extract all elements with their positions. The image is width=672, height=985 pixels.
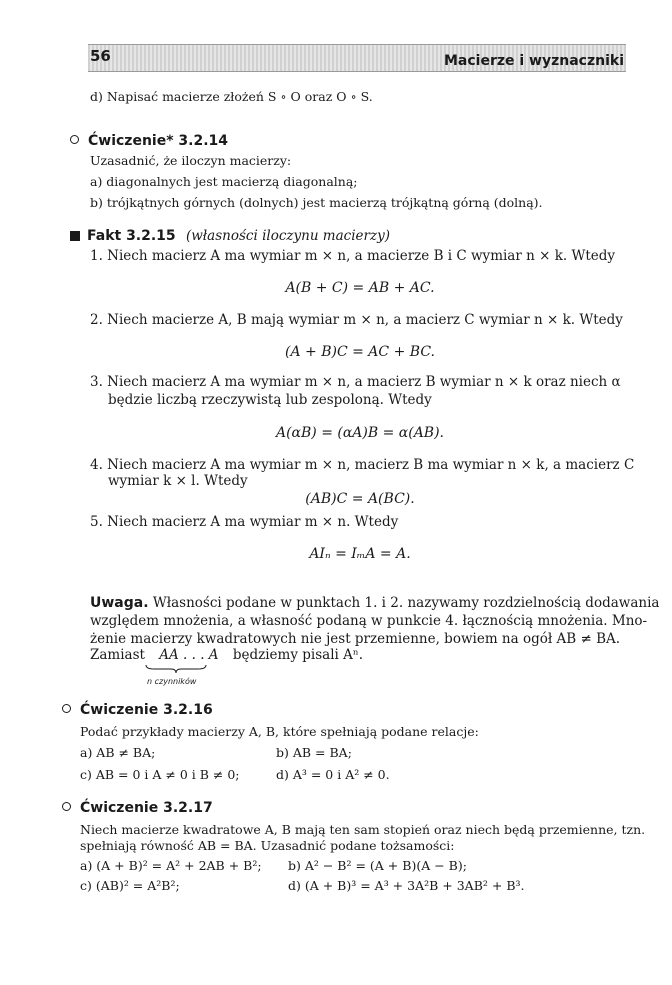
underbrace-expression: AA . . . A bbox=[159, 647, 219, 663]
exercise-3-2-17-heading bbox=[62, 799, 213, 817]
exercise-intro-line2: spełniają równość AB = BA. Uzasadnić podane tożsamości: bbox=[80, 838, 455, 853]
exercise-item-c: c) AB = 0 i A ≠ 0 i B ≠ 0; bbox=[80, 767, 240, 782]
exercise-item-d: d) Napisać macierze złożeń S ∘ O oraz O ∘ S. bbox=[90, 89, 373, 104]
exercise-title: Ćwiczenie 3.2.16 bbox=[80, 702, 213, 718]
fact-point-1: 1. Niech macierz A ma wymiar m × n, a macierze B i C wymiar n × k. Wtedy bbox=[90, 248, 616, 264]
exercise-marker-icon bbox=[62, 704, 71, 713]
exercise-item-c: c) (AB)² = A²B²; bbox=[80, 878, 180, 893]
remark-label: Uwaga. bbox=[90, 595, 149, 611]
remark-text-1: Własności podane w punktach 1. i 2. nazywamy rozdzielnością dodawania bbox=[152, 595, 660, 611]
underbrace-icon bbox=[144, 664, 208, 674]
formula-4: (AB)C = A(BC). bbox=[305, 491, 415, 507]
underbrace-label: n czynników bbox=[147, 677, 197, 686]
exercise-item-b: b) trójkątnych górnych (dolnych) jest macierzą trójkątną górną (dolną). bbox=[90, 195, 543, 210]
exercise-item-a: a) AB ≠ BA; bbox=[80, 745, 156, 760]
chapter-title: Macierze i wyznaczniki bbox=[443, 53, 624, 69]
fact-point-3-line1: 3. Niech macierz A ma wymiar m × n, a macierz B wymiar n × k oraz niech α bbox=[90, 374, 621, 390]
page-number: 56 bbox=[90, 47, 111, 65]
remark-text-4a: Zamiast bbox=[90, 647, 145, 663]
remark-line-4 bbox=[90, 646, 363, 664]
remark-line-2: względem mnożenia, a własność podaną w punkcie 4. łącznością mnożenia. Mno- bbox=[90, 613, 648, 629]
formula-2: (A + B)C = AC + BC. bbox=[285, 344, 435, 360]
exercise-title: Ćwiczenie 3.2.17 bbox=[80, 800, 213, 816]
exercise-intro-line1: Niech macierze kwadratowe A, B mają ten sam stopień oraz niech będą przemienne, tzn. bbox=[80, 822, 646, 837]
exercise-item-a: a) diagonalnych jest macierzą diagonalną; bbox=[90, 174, 358, 189]
fact-3-2-15-heading bbox=[70, 227, 390, 245]
remark-line-1 bbox=[90, 594, 659, 612]
exercise-item-b: b) AB = BA; bbox=[276, 745, 352, 760]
exercise-item-d: d) A³ = 0 i A² ≠ 0. bbox=[276, 767, 390, 782]
fact-marker-icon bbox=[70, 231, 80, 241]
exercise-intro: Podać przykłady macierzy A, B, które spełniają podane relacje: bbox=[80, 724, 479, 739]
fact-point-4-line2: wymiar k × l. Wtedy bbox=[108, 473, 248, 489]
exercise-intro: Uzasadnić, że iloczyn macierzy: bbox=[90, 153, 292, 168]
exercise-title: Ćwiczenie* 3.2.14 bbox=[88, 133, 229, 149]
exercise-marker-icon bbox=[70, 135, 79, 144]
fact-point-3-line2: będzie liczbą rzeczywistą lub zespoloną. Wtedy bbox=[108, 392, 432, 408]
exercise-3-2-16-heading bbox=[62, 701, 213, 719]
exercise-marker-icon bbox=[62, 802, 71, 811]
formula-5: AIₙ = IₘA = A. bbox=[309, 546, 411, 562]
remark-line-3: żenie macierzy kwadratowych nie jest przemienne, bowiem na ogół AB ≠ BA. bbox=[90, 631, 621, 647]
formula-3: A(αB) = (αA)B = α(AB). bbox=[275, 425, 445, 441]
fact-point-4-line1: 4. Niech macierz A ma wymiar m × n, macierz B ma wymiar n × k, a macierz C bbox=[90, 457, 635, 473]
fact-subtitle: (własności iloczynu macierzy) bbox=[185, 228, 390, 244]
remark-text-4c: będziemy pisali Aⁿ. bbox=[232, 647, 363, 663]
exercise-item-b: b) A² − B² = (A + B)(A − B); bbox=[288, 858, 467, 873]
exercise-item-a: a) (A + B)² = A² + 2AB + B²; bbox=[80, 858, 262, 873]
formula-1: A(B + C) = AB + AC. bbox=[285, 280, 435, 296]
fact-point-5: 5. Niech macierz A ma wymiar m × n. Wtedy bbox=[90, 514, 399, 530]
fact-point-2: 2. Niech macierze A, B mają wymiar m × n, a macierz C wymiar n × k. Wtedy bbox=[90, 312, 623, 328]
exercise-3-2-14-heading bbox=[70, 132, 228, 150]
fact-title: Fakt 3.2.15 bbox=[87, 228, 176, 244]
exercise-item-d: d) (A + B)³ = A³ + 3A²B + 3AB² + B³. bbox=[288, 878, 525, 893]
